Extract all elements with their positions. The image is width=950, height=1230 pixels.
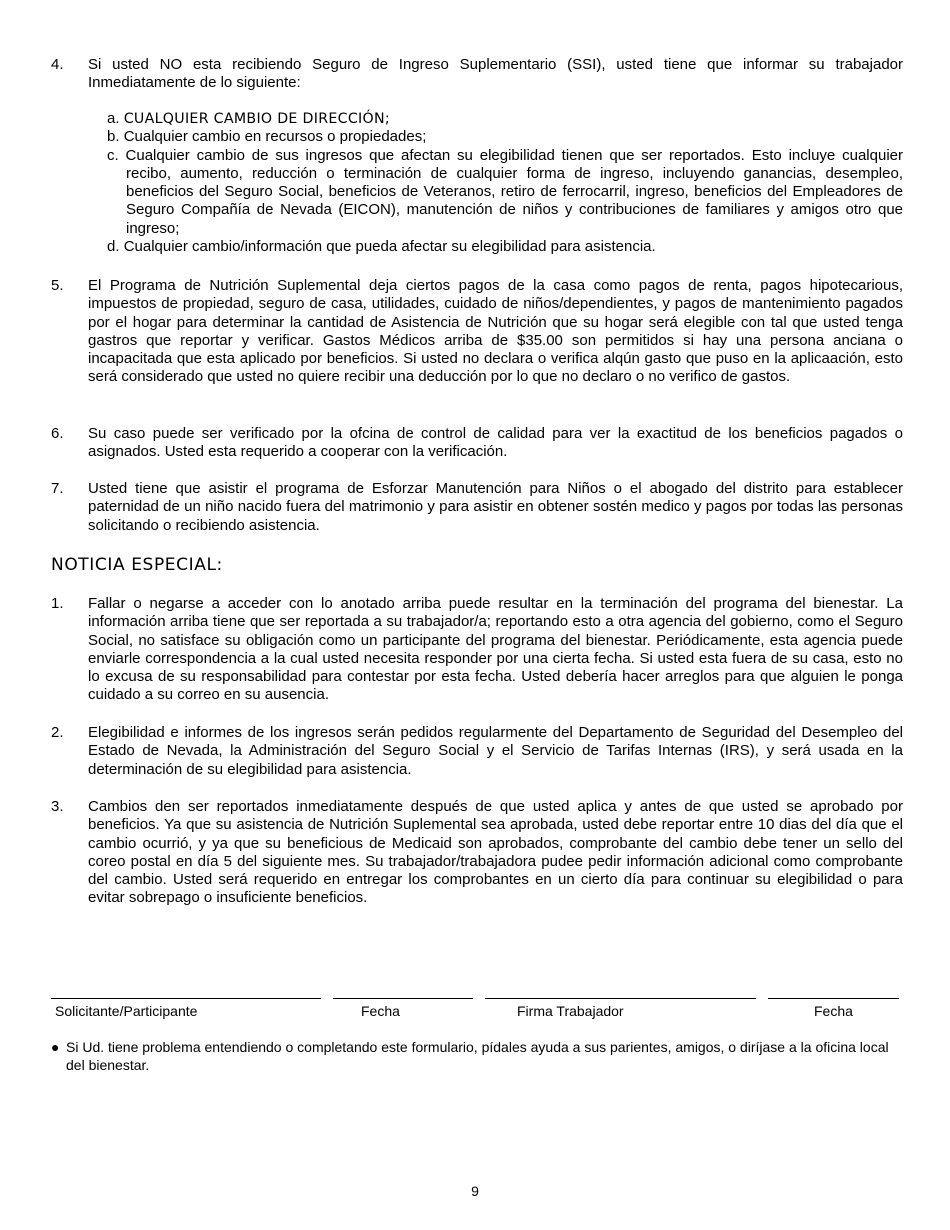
sub-item-c [107,147,903,238]
sub-item-letter: a. [107,110,120,127]
item-number: 7. [51,480,64,497]
sub-item-letter: b. [107,128,120,146]
sub-item-b [107,128,903,146]
notice-item-3 [51,798,903,908]
applicant-date-line[interactable] [333,998,473,999]
notice-item-2 [51,724,903,779]
item-text: Cambios den ser reportados inmediatamente después de que usted aplica y antes de que usted se aprobado por beneficios. Ya que su asistencia de Nutrición Suplemental sea aprobada, usted debe reportar entre 10 dias del día que el cambio ocurrió, y ya que su beneficious de Medicaid son aprobados, comprobante del cambio debe tener un sello del coreo postal en día 5 del siguiente mes. Su trabajador/trabajadora pudee pedir información adicional como comprobante del cambio. Usted será requerido en entregar los comprobantes en un cierto día para continuar su elegibilidad o para evitar sobrepago o insuficiente beneficios. [88,798,903,907]
worker-date-label: Fecha [814,1003,853,1019]
item-text: Usted tiene que asistir el programa de Esforzar Manutención para Niños o el abogado del distrito para establecer paternidad de un niño nacido fuera del matrimonio y para asistir en obtener sostén medico y pagos por todas las personas solicitando o recibiendo asistencia. [88,480,903,534]
item-text: Su caso puede ser verificado por la ofcina de control de calidad para ver la exactitud de los beneficios pagados o asignados. Usted esta requerido a cooperar con la verificación. [88,425,903,461]
bullet-icon: ● [51,1039,60,1055]
applicant-signature-label: Solicitante/Participante [55,1003,198,1019]
item-text: Si usted NO esta recibiendo Seguro de Ingreso Suplementario (SSI), usted tiene que informar su trabajador Inmediatamente de lo siguiente: [88,56,903,92]
item-4 [51,56,903,93]
sub-item-text: Cualquier cambio en recursos o propiedades; [123,128,427,146]
sub-item-letter: c. [107,146,119,164]
item-number: 1. [51,595,64,612]
special-notice-heading: NOTICIA ESPECIAL: [51,555,223,575]
sub-item-a [107,110,903,128]
page-number: 9 [471,1183,479,1199]
item-6 [51,425,903,462]
footnote [51,1038,903,1074]
applicant-date-label: Fecha [361,1003,400,1019]
worker-signature-line[interactable] [485,998,756,999]
sub-list [107,110,903,256]
notice-item-1 [51,595,903,705]
applicant-signature-line[interactable] [51,998,321,999]
item-7 [51,480,903,535]
sub-item-letter: d. [107,238,120,256]
item-number: 6. [51,425,64,442]
item-5 [51,277,903,387]
worker-date-line[interactable] [768,998,899,999]
sub-item-text: CUALQUIER CAMBIO DE DIRECCIÓN; [123,111,390,127]
sub-item-d [107,238,903,256]
item-number: 2. [51,724,64,741]
item-text: Fallar o negarse a acceder con lo anotado arriba puede resultar en la terminación del programa del bienestar. La información arriba tiene que ser reportada a su trabajador/a; reportando esto a otra agencia del gobierno, como el Seguro Social, no satisface su obligación como un participante del programa del bienestar. Periódicamente, esta agencia puede enviarle correspondencia a la cual usted necesita responder por una cierta fecha. Si usted esta fuera de su casa, esto no lo excusa de su responsabilidad para contestar por esta fecha. Usted debería hacer arreglos para que alguien le ponga cuidado a su correo en su ausencia. [88,595,903,704]
worker-signature-label: Firma Trabajador [517,1003,624,1019]
sub-item-text: Cualquier cambio de sus ingresos que afectan su elegibilidad tienen que ser reportados. Esto incluye cualquier recibo, aumento, reducción o terminación de cualquier forma de ingreso, incluyendo ganancias, desempleo, beneficios del Seguro Social, beneficios de Veteranos, retiro de ferrocarril, ingreso, beneficios del Empleadores de Seguro Compañía de Nevada (EICON), manutención de niños y contribuciones de familiares y amigos otro que ingreso; [125,146,903,237]
item-text: Elegibilidad e informes de los ingresos serán pedidos regularmente del Departamento de Seguridad del Desempleo del Estado de Nevada, la Administración del Seguro Social y el Servicio de Tarifas Internas (IRS), y será usada en la determinación de su elegibilidad para asistencia. [88,724,903,778]
sub-item-text: Cualquier cambio/información que pueda afectar su elegibilidad para asistencia. [123,238,656,256]
item-number: 5. [51,277,64,294]
footnote-text: Si Ud. tiene problema entendiendo o completando este formulario, pídales ayuda a sus parientes, amigos, o diríjase a la oficina local del bienestar. [66,1039,889,1073]
item-number: 3. [51,798,64,815]
item-text: El Programa de Nutrición Suplemental deja ciertos pagos de la casa como pagos de renta, pagos hipotecarious, impuestos de propiedad, seguro de casa, utilidades, cuidado de niños/dependientes, y pagos de mantenimiento pagados por el hogar para determinar la cantidad de Asistencia de Nutrición que su hogar será elegible con tal que usted tenga gastros que reportar y verificar. Gastos Médicos arriba de $35.00 son permitidos si hay una persona anciana o incapacitada que esta aplicado por beneficios. Si usted no declara o verifica alqún gasto que puso en la aplicaación, esto será considerado que usted no quiere recibir una deducción por lo que no declaro o no verifico de gastos. [88,277,903,386]
item-number: 4. [51,56,64,73]
